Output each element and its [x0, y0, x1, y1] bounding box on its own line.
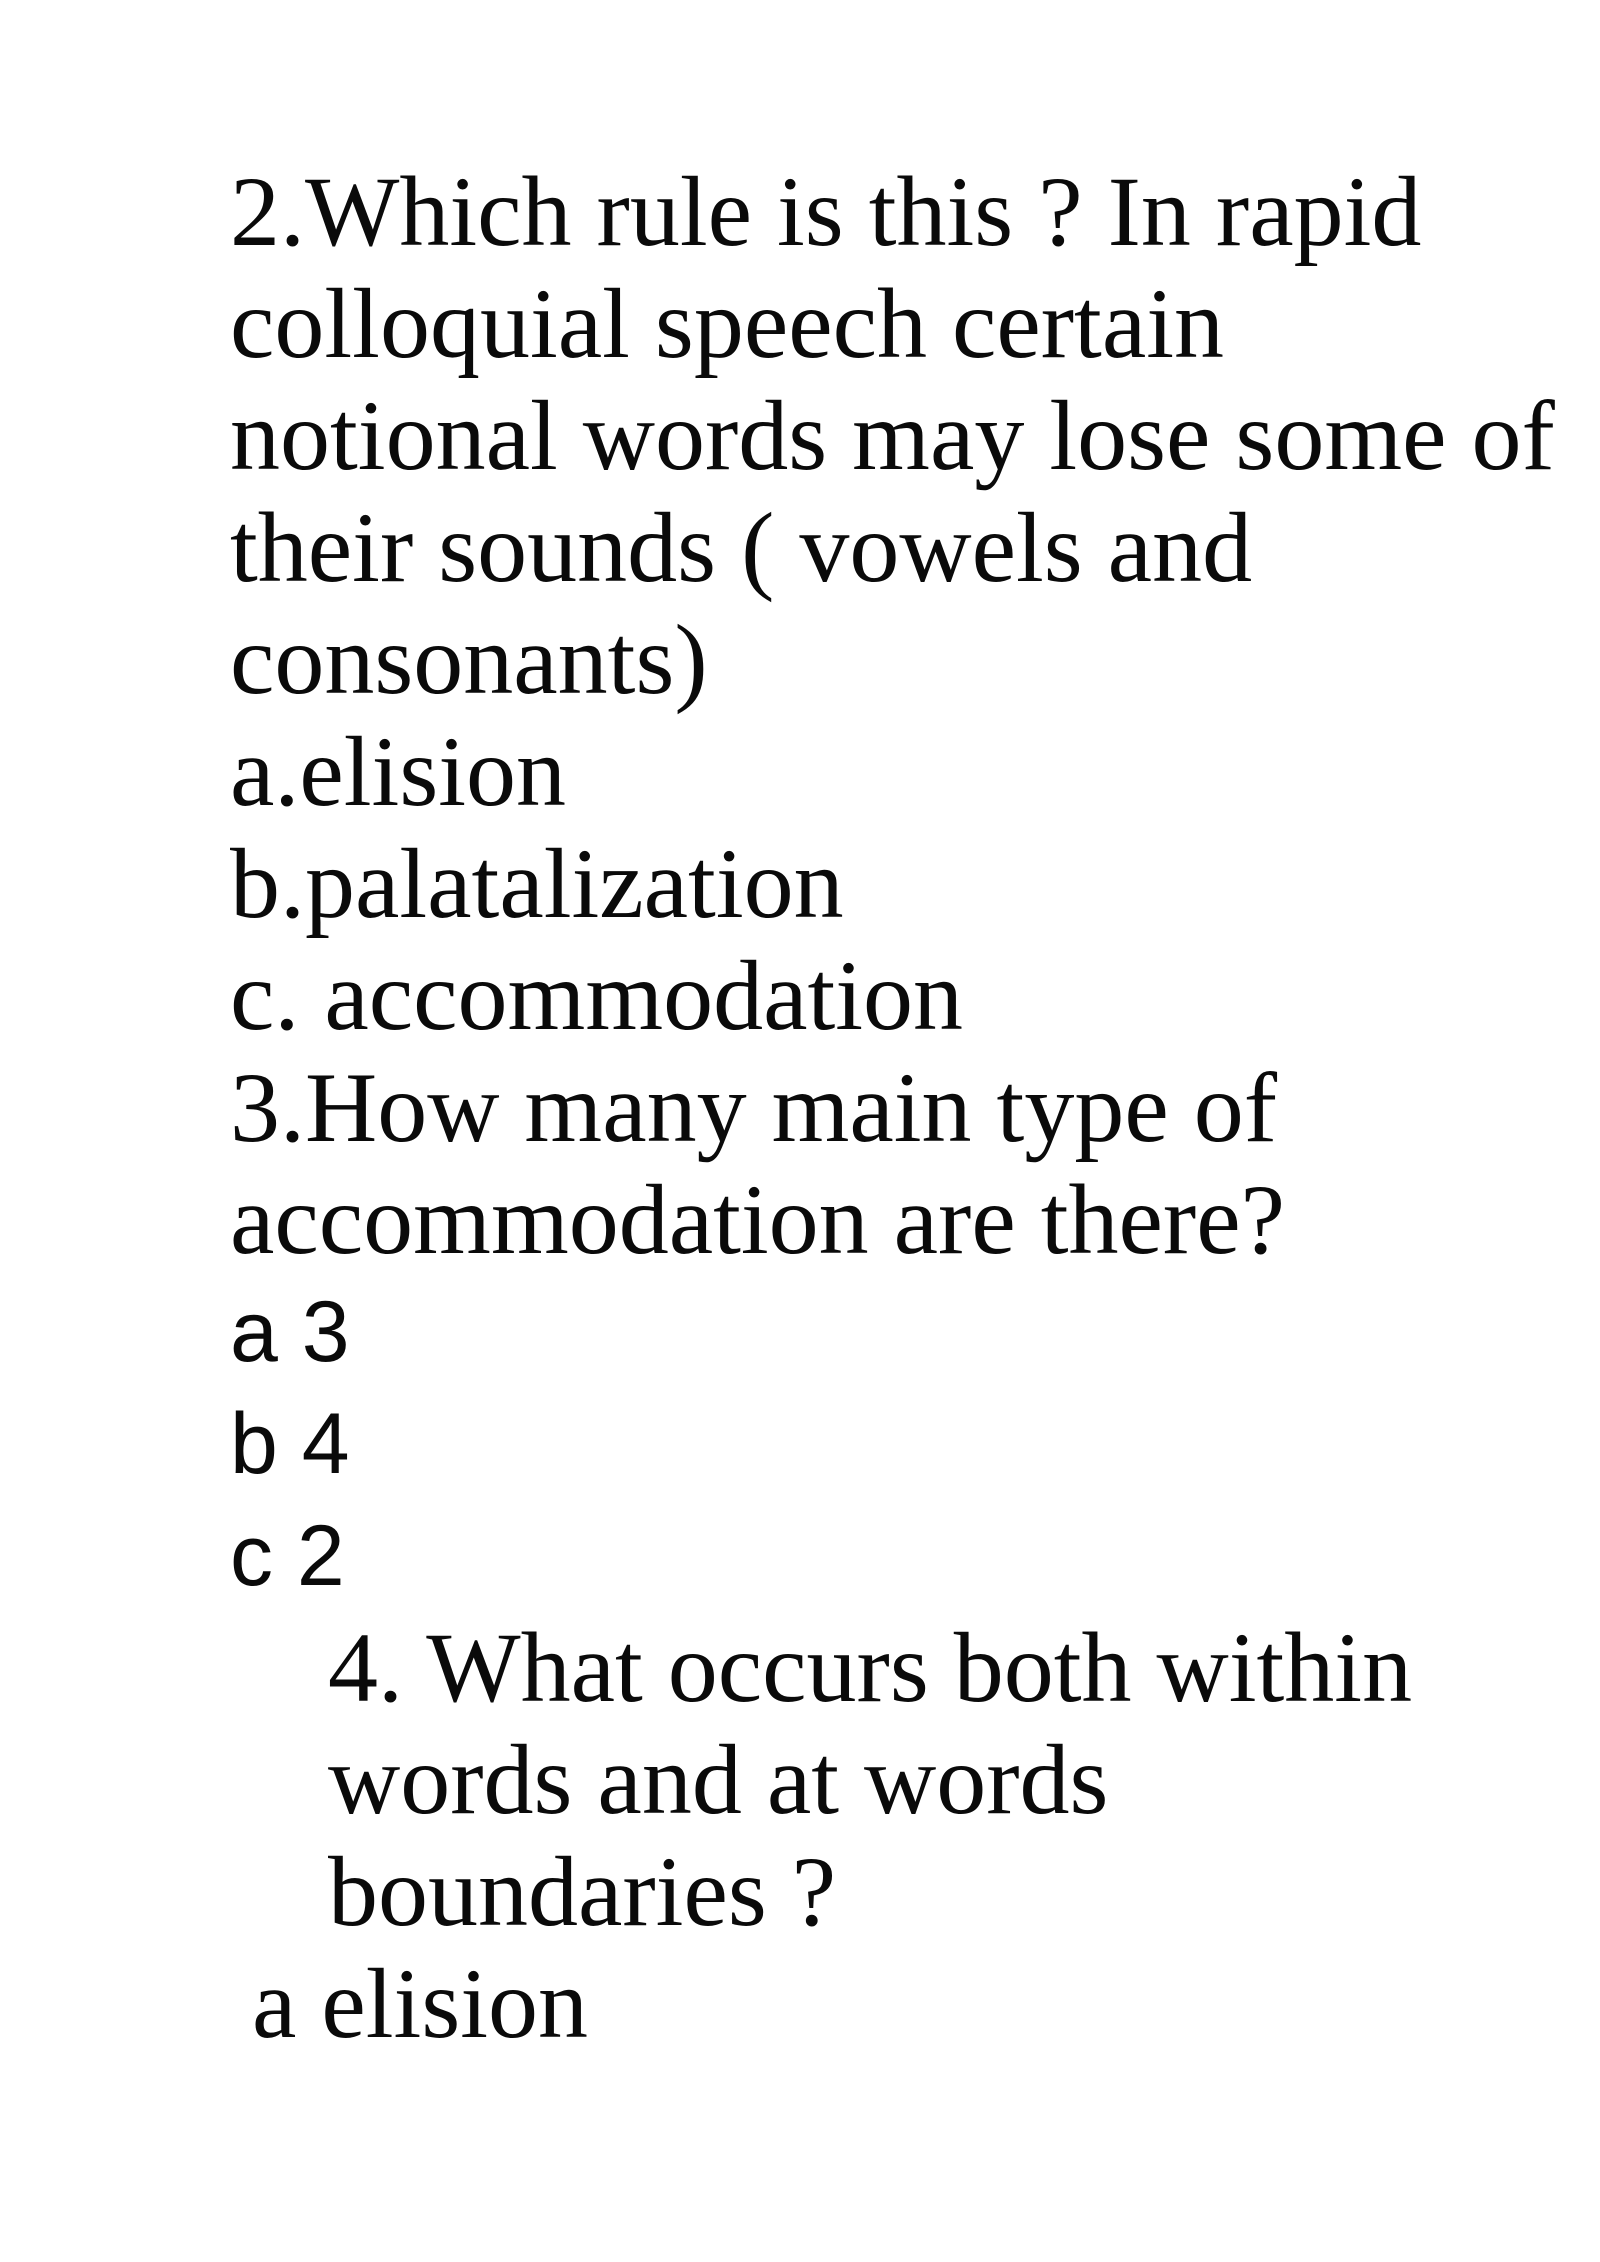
question-2-option-a: a.elision [230, 716, 567, 827]
question-2-line-2: colloquial speech certain [230, 268, 1224, 379]
question-4-option-a: a elision [252, 1948, 589, 2059]
question-4-line-3: boundaries ? [328, 1836, 837, 1947]
question-3-option-b: b 4 [230, 1396, 350, 1492]
question-2-line-3: notional words may lose some of [230, 380, 1555, 491]
question-2-line-1: 2.Which rule is this ? In rapid [230, 156, 1422, 267]
question-3-line-1: 3.How many main type of [230, 1052, 1278, 1163]
question-3-option-c: c 2 [230, 1508, 345, 1604]
question-3-line-2: accommodation are there? [230, 1164, 1285, 1275]
question-2-option-c: c. accommodation [230, 940, 964, 1051]
question-2-line-5: consonants) [230, 604, 708, 715]
question-2-line-4: their sounds ( vowels and [230, 492, 1253, 603]
question-2-option-b: b.palatalization [230, 828, 844, 939]
question-4-line-2: words and at words [328, 1724, 1109, 1835]
question-3-option-a: a 3 [230, 1284, 350, 1380]
question-4-line-1: 4. What occurs both within [328, 1612, 1413, 1723]
